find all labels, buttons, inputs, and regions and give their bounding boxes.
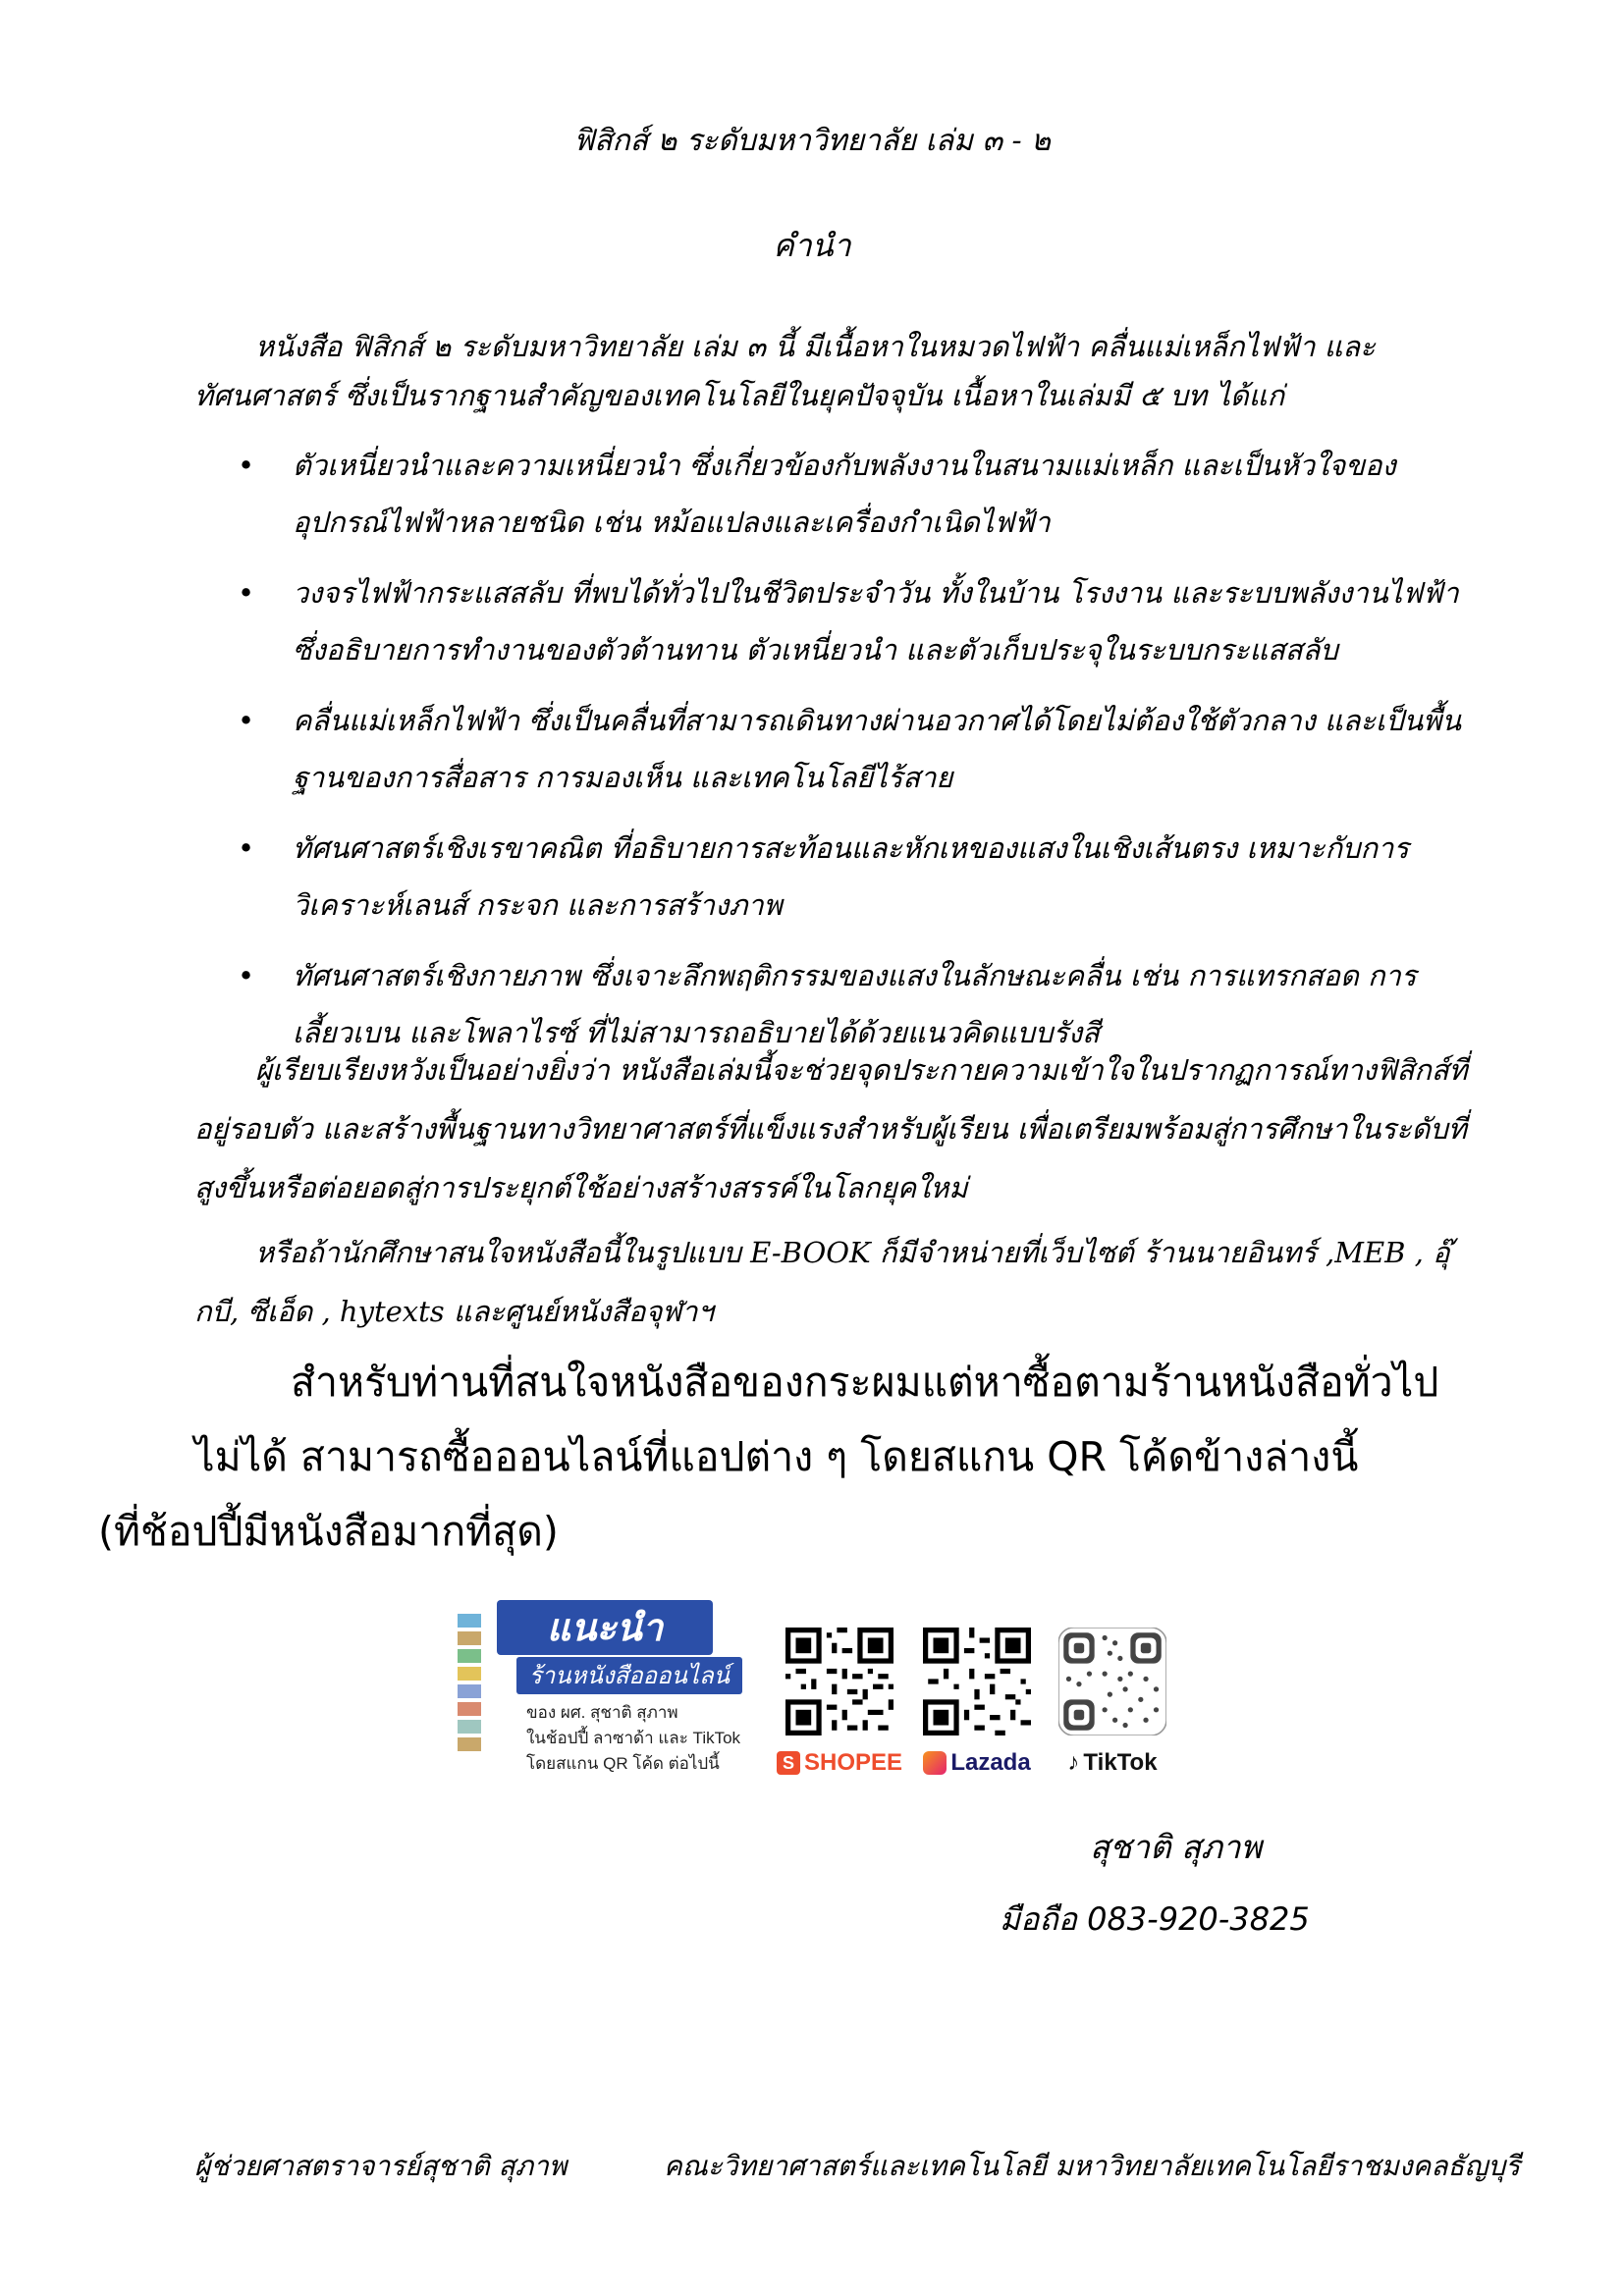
bookstore-banner xyxy=(458,1600,762,1782)
author-name: สุชาติ สุภาพ xyxy=(1090,1828,1263,1866)
list-item: • คลื่นแม่เหล็กไฟฟ้า ซึ่งเป็นคลื่นที่สามารถเดินทางผ่านอวกาศได้โดยไม่ต้องใช้ตัวกลาง และเป็นพื้นฐานของการสื่อสาร การมองเห็น และเทคโนโลยีไร้สาย xyxy=(194,692,1471,806)
shopee-qr-code[interactable] xyxy=(785,1628,893,1735)
chapter-list xyxy=(194,437,1471,1075)
list-item: • ทัศนศาสตร์เชิงกายภาพ ซึ่งเจาะลึกพฤติกรรมของแสงในลักษณะคลื่น เช่น การแทรกสอด การเลี้ยวเบน และโพลาไรซ์ ที่ไม่สามารถอธิบายได้ด้วยแนวคิดแบบรังสี xyxy=(194,947,1471,1061)
intro-paragraph: หนังสือ ฟิสิกส์ ๒ ระดับมหาวิทยาลัย เล่ม ๓ นี้ มีเนื้อหาในหมวดไฟฟ้า คลื่นแม่เหล็กไฟฟ้า และทัศนศาสตร์ ซึ่งเป็นรากฐานสำคัญของเทคโนโลยีในยุคปัจจุบัน เนื้อหาในเล่มมี ๕ บท ได้แก่ xyxy=(194,330,1376,412)
ebook-paragraph: หรือถ้านักศึกษาสนใจหนังสือนี้ในรูปแบบ E-BOOK ก็มีจำหน่ายที่เว็บไซต์ ร้านนายอินทร์ ,MEB , อุ๊กบี, ซีเอ็ด , hytexts และศูนย์หนังสือจุฬาฯ xyxy=(194,1236,1450,1328)
list-item: • ทัศนศาสตร์เชิงเรขาคณิต ที่อธิบายการสะท้อนและหักเหของแสงในเชิงเส้นตรง เหมาะกับการวิเคราะห์เลนส์ กระจก และการสร้างภาพ xyxy=(194,820,1471,934)
footer-institution: คณะวิทยาศาสตร์และเทคโนโลยี มหาวิทยาลัยเทคโนโลยีราชมงคลธัญบุรี xyxy=(664,2150,1521,2182)
banner-text: ของ ผศ. สุชาติ สุภาพ ในช้อปปี้ ลาซาด้า และ TikTok โดยสแกน QR โค้ด ต่อไปนี้ xyxy=(526,1703,741,1773)
list-item: • ตัวเหนี่ยวนำและความเหนี่ยวนำ ซึ่งเกี่ยวข้องกับพลังงานในสนามแม่เหล็ก และเป็นหัวใจของอุปกรณ์ไฟฟ้าหลายชนิด เช่น หม้อแปลงและเครื่องกำเนิดไฟฟ้า xyxy=(194,437,1471,551)
shopee-bag-icon: S xyxy=(777,1751,800,1775)
banner-subtitle: ร้านหนังสือออนไลน์ xyxy=(516,1657,742,1694)
shopee-label[interactable]: S SHOPEE xyxy=(776,1749,903,1777)
lazada-heart-icon xyxy=(923,1751,947,1775)
tiktok-qr-block[interactable] xyxy=(1049,1628,1176,1777)
bullet-icon: • xyxy=(238,959,255,992)
tiktok-note-icon: ♪ xyxy=(1067,1749,1080,1776)
tiktok-label[interactable]: ♪ TikTok xyxy=(1067,1749,1158,1776)
bullet-icon: • xyxy=(238,449,255,482)
page-title: คำนำ xyxy=(773,227,851,264)
lazada-qr-block[interactable] xyxy=(913,1628,1041,1777)
books-stack-icon xyxy=(458,1614,481,1781)
author-phone: มือถือ 083-920-3825 xyxy=(1000,1900,1310,1938)
purchase-notice-paren: (ที่ช้อปปี้มีหนังสือมากที่สุด) xyxy=(98,1508,559,1555)
lazada-qr-code[interactable] xyxy=(923,1628,1031,1735)
bullet-icon: • xyxy=(238,576,255,610)
tiktok-qr-code[interactable] xyxy=(1058,1628,1166,1735)
purchase-notice: สำหรับท่านที่สนใจหนังสือของกระผมแต่หาซื้อตามร้านหนังสือทั่วไปไม่ได้ สามารถซื้อออนไลน์ที่แอปต่าง ๆ โดยสแกน QR โค้ดข้างล่างนี้ (ที่ช้อปปี้มีหนังสือมากที่สุด) xyxy=(194,1345,1471,1569)
shopee-qr-block[interactable] xyxy=(776,1628,903,1777)
page-header: ฟิสิกส์ ๒ ระดับมหาวิทยาลัย เล่ม ๓ - ๒ xyxy=(572,124,1051,158)
hope-paragraph: ผู้เรียบเรียงหวังเป็นอย่างยิ่งว่า หนังสือเล่มนี้จะช่วยจุดประกายความเข้าใจในปรากฏการณ์ทางฟิสิกส์ที่อยู่รอบตัว และสร้างพื้นฐานทางวิทยาศาสตร์ที่แข็งแรงสำหรับผู้เรียน เพื่อเตรียมพร้อมสู่การศึกษาในระดับที่สูงขึ้นหรือต่อยอดสู่การประยุกต์ใช้อย่างสร้างสรรค์ในโลกยุคใหม่ xyxy=(194,1053,1468,1204)
lazada-label[interactable]: Lazada xyxy=(913,1749,1041,1777)
list-item: • วงจรไฟฟ้ากระแสสลับ ที่พบได้ทั่วไปในชีวิตประจำวัน ทั้งในบ้าน โรงงาน และระบบพลังงานไฟฟ้า ซึ่งอธิบายการทำงานของตัวต้านทาน ตัวเหนี่ยวนำ และตัวเก็บประจุในระบบกระแสสลับ xyxy=(194,564,1471,678)
bullet-icon: • xyxy=(238,704,255,737)
bullet-icon: • xyxy=(238,831,255,865)
banner-title: แนะนำ xyxy=(497,1600,713,1655)
footer-author: ผู้ช่วยศาสตราจารย์สุชาติ สุภาพ xyxy=(194,2150,568,2182)
